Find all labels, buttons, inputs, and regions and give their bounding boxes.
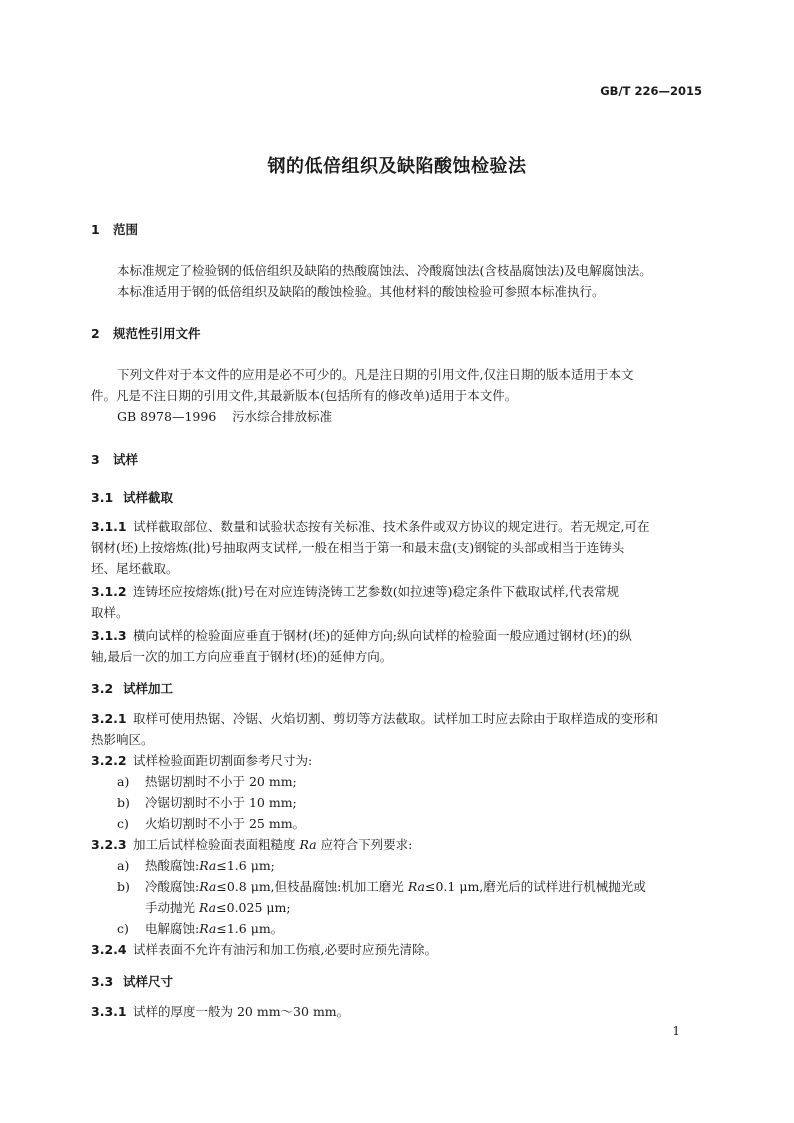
sec2-paragraph-line-1: 下列文件对于本文件的应用是必不可少的。凡是注日期的引用文件,仅注日期的版本适用于本文 [117,367,634,382]
section-number: 1 [91,222,100,237]
normative-reference: GB 8978—1996 污水综合排放标准 [117,409,333,424]
subsection-3-1-heading [91,488,173,506]
list-marker: b) [117,879,130,894]
list-item-continuation: 手动抛光 Ra≤0.025 μm; [145,900,291,915]
clause-number: 3.3.1 [91,1004,127,1019]
clause-number: 3.1.2 [91,584,127,599]
section-2-heading [91,324,201,342]
clause-3-1-2-line-2: 取样。 [91,605,129,620]
clause-text: 试样的厚度一般为 20 mm～30 mm。 [133,1004,350,1019]
section-number: 2 [91,326,100,341]
clause-3-2-4 [91,939,437,960]
subsection-title: 试样截取 [123,490,174,505]
list-marker: c) [117,921,129,936]
clause-number: 3.2.2 [91,753,127,768]
subsection-number: 3.2 [91,681,114,696]
list-item [117,792,297,813]
clause-3-2-2 [91,750,312,771]
list-item [117,813,305,834]
clause-text: 试样表面不允许有油污和加工伤痕,必要时应预先清除。 [133,942,437,957]
list-text: 热酸腐蚀:Ra≤1.6 μm; [145,858,275,873]
list-item [117,876,646,897]
clause-number: 3.2.4 [91,942,127,957]
clause-number: 3.1.3 [91,628,127,643]
clause-text: 试样检验面距切割面参考尺寸为: [133,753,313,768]
list-marker: a) [117,774,130,789]
section-3-heading [91,450,138,468]
clause-text: 试样截取部位、数量和试验状态按有关标准、技术条件或双方协议的规定进行。若无规定,可在 [133,519,650,534]
section-title: 规范性引用文件 [113,326,201,341]
section-title: 试样 [113,452,139,467]
list-marker: c) [117,816,129,831]
list-text: 电解腐蚀:Ra≤1.6 μm。 [145,921,284,936]
sec2-paragraph-line-2: 件。凡是不注日期的引用文件,其最新版本(包括所有的修改单)适用于本文件。 [91,388,518,403]
clause-text: 加工后试样检验面表面粗糙度 Ra 应符合下列要求: [133,837,413,852]
page-number: 1 [672,1024,680,1038]
subsection-title: 试样尺寸 [123,974,174,989]
clause-3-1-3 [91,625,632,646]
list-text: 冷酸腐蚀:Ra≤0.8 μm,但枝晶腐蚀:机加工磨光 Ra≤0.1 μm,磨光后的试样进行机械抛光或 [145,879,646,894]
clause-3-1-2 [91,581,619,602]
clause-text: 取样可使用热锯、冷锯、火焰切割、剪切等方法截取。试样加工时应去除由于取样造成的变形和 [133,711,659,726]
clause-text: 横向试样的检验面应垂直于钢材(坯)的延伸方向;纵向试样的检验面一般应通过钢材(坯)的纵 [133,628,632,643]
clause-number: 3.2.3 [91,837,127,852]
clause-3-2-3 [91,834,412,855]
subsection-3-2-heading [91,679,173,697]
clause-number: 3.1.1 [91,519,127,534]
list-item [117,918,283,939]
clause-3-1-1-line-2: 钢材(坯)上按熔炼(批)号抽取两支试样,一般在相当于第一和最末盘(支)钢锭的头部或相当于连铸头 [91,540,625,555]
ra-symbol: Ra [299,837,317,852]
subsection-number: 3.1 [91,490,114,505]
clause-3-1-1 [91,516,649,537]
clause-3-1-1-line-3: 坯、尾坯截取。 [91,561,179,576]
clause-3-2-1-line-2: 热影响区。 [91,732,154,747]
clause-3-2-1 [91,708,658,729]
standard-code: GB/T 226—2015 [600,84,702,98]
section-title: 范围 [113,222,139,237]
section-1-heading [91,220,138,238]
subsection-3-3-heading [91,972,173,990]
clause-3-1-3-line-2: 轴,最后一次的加工方向应垂直于钢材(坯)的延伸方向。 [91,649,393,664]
list-marker: b) [117,795,130,810]
clause-number: 3.2.1 [91,711,127,726]
section-number: 3 [91,452,100,467]
list-item [117,855,275,876]
subsection-title: 试样加工 [123,681,174,696]
document-title: 钢的低倍组织及缺陷酸蚀检验法 [267,156,527,177]
list-text: 火焰切割时不小于 25 mm。 [145,816,306,831]
list-item [117,771,297,792]
list-text: 冷锯切割时不小于 10 mm; [145,795,297,810]
clause-3-3-1 [91,1001,349,1022]
list-marker: a) [117,858,130,873]
sec1-paragraph-2: 本标准适用于钢的低倍组织及缺陷的酸蚀检验。其他材料的酸蚀检验可参照本标准执行。 [117,284,605,299]
clause-text: 连铸坯应按熔炼(批)号在对应连铸浇铸工艺参数(如拉速等)稳定条件下截取试样,代表常规 [133,584,619,599]
subsection-number: 3.3 [91,974,114,989]
sec1-paragraph-1: 本标准规定了检验钢的低倍组织及缺陷的热酸腐蚀法、冷酸腐蚀法(含枝晶腐蚀法)及电解腐蚀法。 [117,263,652,278]
list-text: 热锯切割时不小于 20 mm; [145,774,297,789]
